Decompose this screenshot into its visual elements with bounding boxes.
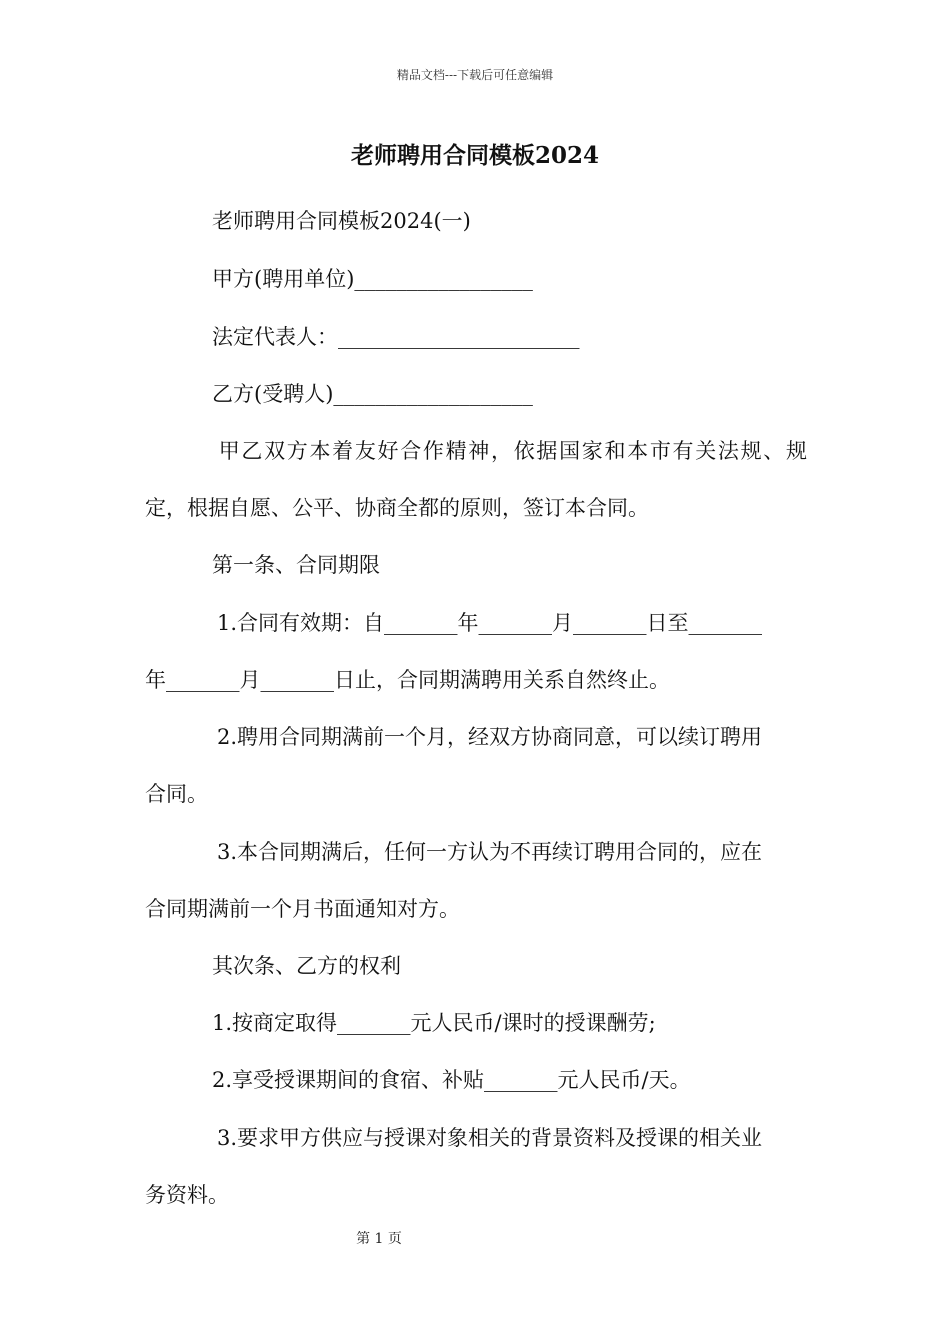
article-2-item-3-line-2: 务资料。 — [145, 1183, 229, 1207]
document-title: 老师聘用合同模板2024 — [350, 142, 599, 169]
article-1-item-1-line-2: 年_______月_______日止，合同期满聘用关系自然终止。 — [145, 668, 670, 692]
legal-representative-line: 法定代表人：_______________________ — [212, 325, 580, 349]
intro-paragraph-line-2: 定，根据自愿、公平、协商全都的原则，签订本合同。 — [145, 496, 649, 520]
article-1-item-2-line-2: 合同。 — [145, 782, 208, 806]
article-1-item-2-line-1: 2.聘用合同期满前一个月，经双方协商同意，可以续订聘用 — [217, 725, 763, 749]
contract-subtitle: 老师聘用合同模板2024(一) — [212, 209, 471, 233]
article-1-item-1-line-1: 1.合同有效期：自_______年_______月_______日至_______ — [217, 611, 763, 635]
article-2-item-1: 1.按商定取得_______元人民币/课时的授课酬劳; — [212, 1011, 656, 1035]
party-a-line: 甲方(聘用单位)_________________ — [212, 267, 533, 291]
page-number: 第 1 页 — [356, 1231, 402, 1247]
article-1-heading: 第一条、合同期限 — [212, 553, 380, 577]
article-2-item-2: 2.享受授课期间的食宿、补贴_______元人民币/天。 — [212, 1068, 691, 1092]
intro-paragraph-line-1: 甲乙双方本着友好合作精神，依据国家和本市有关法规、规 — [217, 439, 807, 463]
article-2-item-3-line-1: 3.要求甲方供应与授课对象相关的背景资料及授课的相关业 — [217, 1126, 763, 1150]
party-b-line: 乙方(受聘人)___________________ — [212, 382, 533, 406]
article-1-item-3-line-2: 合同期满前一个月书面通知对方。 — [145, 897, 460, 921]
article-1-item-3-line-1: 3.本合同期满后，任何一方认为不再续订聘用合同的，应在 — [217, 840, 763, 864]
article-2-heading: 其次条、乙方的权利 — [212, 954, 401, 978]
page-header: 精品文档---下载后可任意编辑 — [396, 68, 554, 82]
